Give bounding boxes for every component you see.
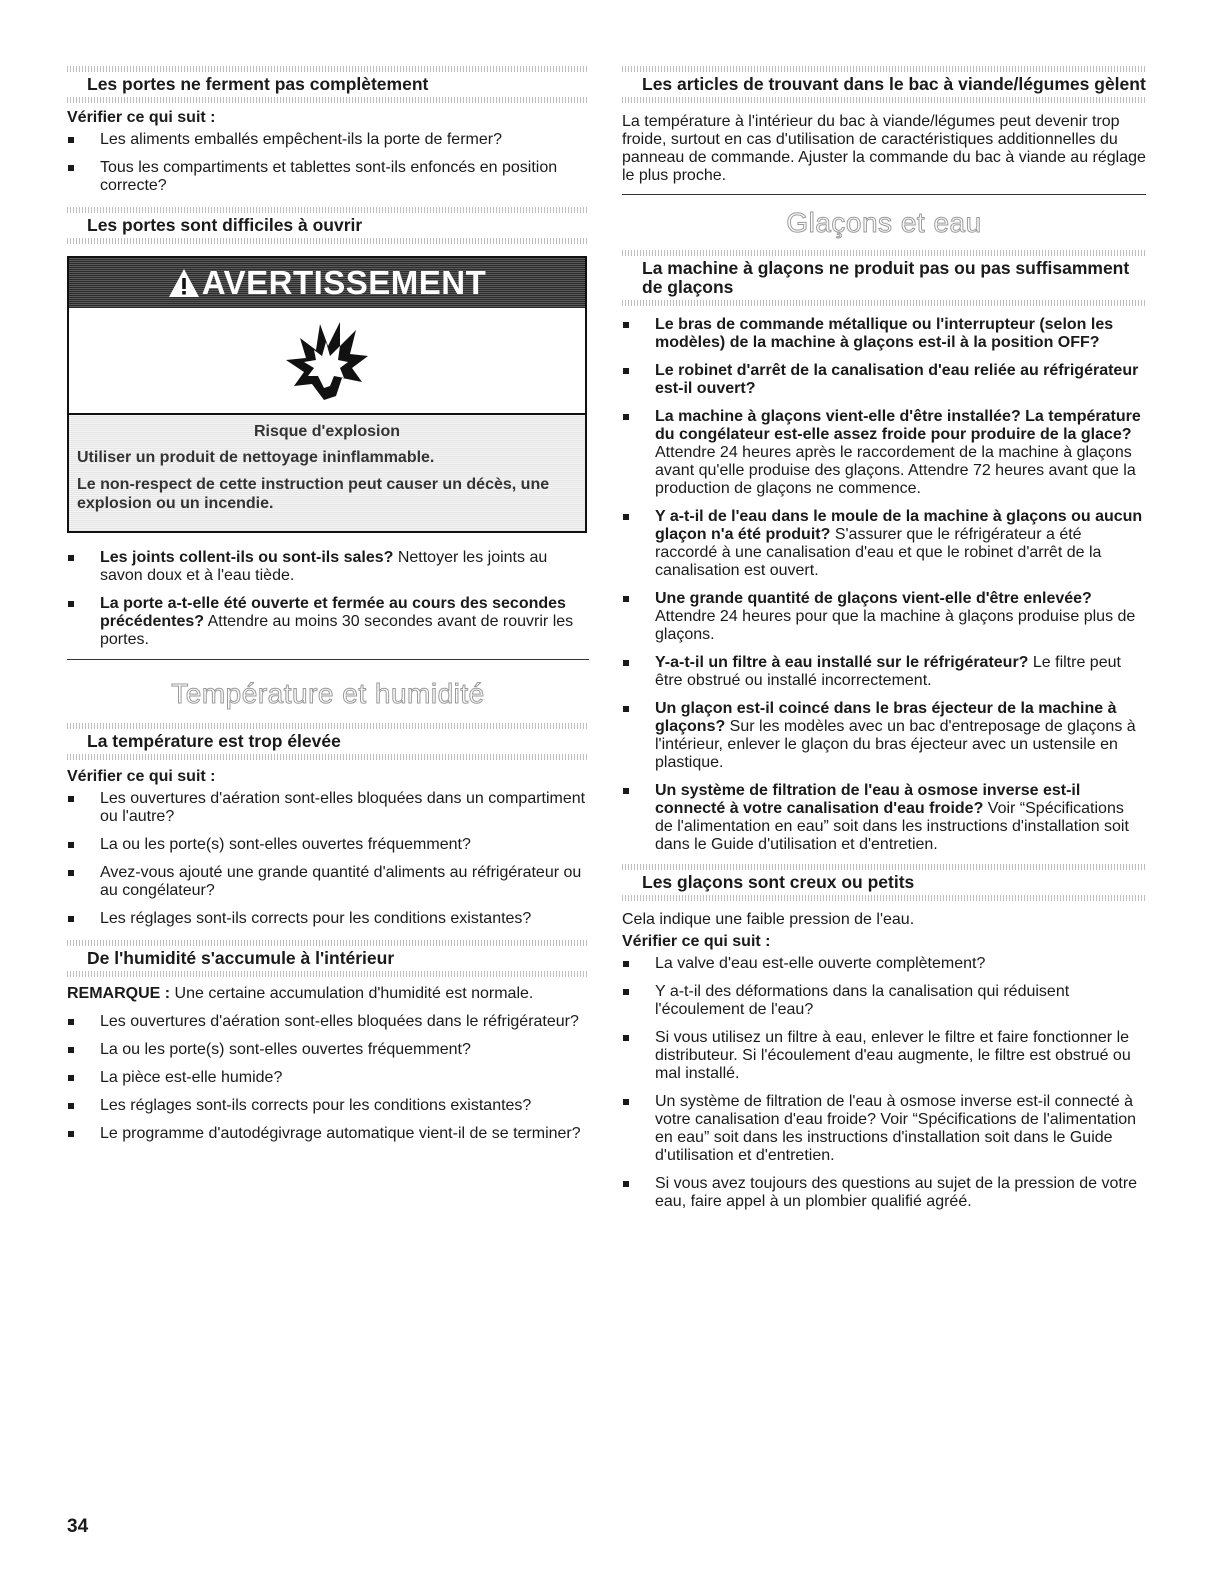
page-number: 34 xyxy=(67,1516,89,1537)
bullet-list xyxy=(67,790,589,928)
divider xyxy=(67,940,589,946)
item-bold: Le bras de commande métallique ou l'interrupteur (selon les modèles) de la machine à glaçons est-il à la position OFF? xyxy=(655,316,1114,351)
item-bold: La machine à glaçons vient-elle d'être installée? La température du congélateur est-elle assez froide pour produire de la glace? xyxy=(655,408,1141,443)
warning-label: AVERTISSEMENT xyxy=(201,264,487,301)
list-item xyxy=(622,508,1146,580)
list-item: La ou les porte(s) sont-elles ouvertes fréquemment? xyxy=(67,836,589,854)
item-text: Voir “Spécifications de l'alimentation en eau” soit dans les instructions d'installation soit dans le Guide d'utilisation et d'entretien. xyxy=(655,800,1129,853)
list-item: Le programme d'autodégivrage automatique vient-il de se terminer? xyxy=(67,1125,589,1143)
list-item xyxy=(67,595,589,649)
item-bold: Un système de filtration de l'eau à osmose inverse est-il connecté à votre canalisation d'eau froide? xyxy=(655,782,1081,817)
warning-box xyxy=(67,256,587,533)
warning-header xyxy=(69,258,585,308)
section-heading: Les portes sont difficiles à ouvrir xyxy=(87,215,363,235)
explosion-icon xyxy=(282,316,372,406)
item-text: Sur les modèles avec un bac d'entreposage de glaçons à l'intérieur, enlever le glaçon du bras éjecteur avec un ustensile en plastique. xyxy=(655,718,1136,771)
divider xyxy=(67,238,589,244)
warning-text: Utiliser un produit de nettoyage ininflammable. xyxy=(77,449,435,466)
warning-body xyxy=(69,415,585,531)
section-heading: Les portes ne ferment pas complètement xyxy=(87,74,429,94)
divider xyxy=(67,97,589,103)
list-item xyxy=(622,362,1146,398)
section-heading: Les articles de trouvant dans le bac à viande/légumes gèlent xyxy=(642,74,1146,94)
list-item xyxy=(622,316,1146,352)
item-bold: Le robinet d'arrêt de la canalisation d'eau reliée au réfrigérateur est-il ouvert? xyxy=(655,362,1139,397)
list-item: Les ouvertures d'aération sont-elles bloquées dans un compartiment ou l'autre? xyxy=(67,790,589,826)
divider xyxy=(622,194,1146,195)
item-text: Le filtre peut être obstrué ou installé incorrectement. xyxy=(655,654,1121,689)
item-bold: Une grande quantité de glaçons vient-elle d'être enlevée? xyxy=(655,590,1092,607)
left-column xyxy=(67,66,589,1153)
note-label: REMARQUE : xyxy=(67,985,171,1002)
list-item: Y a-t-il des déformations dans la canalisation qui réduisent l'écoulement de l'eau? xyxy=(622,983,1146,1019)
section-heading: De l'humidité s'accumule à l'intérieur xyxy=(87,948,395,968)
bullet-list xyxy=(67,131,589,195)
list-item: Si vous utilisez un filtre à eau, enlever le filtre et faire fonctionner le distributeur. Si l'écoulement d'eau augmente, le filtre est obstrué ou mal installé. xyxy=(622,1029,1146,1083)
item-bold: Y a-t-il de l'eau dans le moule de la machine à glaçons ou aucun glaçon n'a été produit? xyxy=(655,508,1143,543)
section-heading: La machine à glaçons ne produit pas ou pas suffisamment de glaçons xyxy=(642,258,1130,297)
item-bold: Y-a-t-il un filtre à eau installé sur le réfrigérateur? xyxy=(655,654,1029,671)
bullet-list xyxy=(622,955,1146,1211)
divider xyxy=(67,66,589,72)
divider xyxy=(622,864,1146,870)
warning-text: Le non-respect de cette instruction peut causer un décès, une explosion ou un incendie. xyxy=(77,476,550,512)
list-item xyxy=(622,408,1146,498)
note-text: Une certaine accumulation d'humidité est normale. xyxy=(170,985,534,1002)
list-item: Avez-vous ajouté une grande quantité d'aliments au réfrigérateur ou au congélateur? xyxy=(67,864,589,900)
list-item xyxy=(622,700,1146,772)
divider xyxy=(622,97,1146,103)
list-item: Les réglages sont-ils corrects pour les conditions existantes? xyxy=(67,1097,589,1115)
list-item: Les aliments emballés empêchent-ils la porte de fermer? xyxy=(67,131,589,149)
bullet-list xyxy=(622,316,1146,854)
section-title: Glaçons et eau xyxy=(786,207,982,238)
divider xyxy=(67,754,589,760)
section-heading: La température est trop élevée xyxy=(87,731,341,751)
divider xyxy=(622,250,1146,256)
subheading: Vérifier ce qui suit : xyxy=(67,109,216,126)
list-item xyxy=(622,782,1146,854)
list-item xyxy=(67,549,589,585)
bullet-list xyxy=(67,549,589,649)
section-title: Température et humidité xyxy=(171,678,485,709)
list-item: La valve d'eau est-elle ouverte complètement? xyxy=(622,955,1146,973)
warning-risk: Risque d'explosion xyxy=(253,423,401,440)
list-item: Les ouvertures d'aération sont-elles bloquées dans le réfrigérateur? xyxy=(67,1013,589,1031)
list-item xyxy=(622,654,1146,690)
list-item: Un système de filtration de l'eau à osmose inverse est-il connecté à votre canalisation d'eau froide? Voir “Spécifications de l'alimentation en eau” soit dans les instructions d'installation soit dans le Guide d'utilisation et d'entretien. xyxy=(622,1093,1146,1165)
divider xyxy=(67,207,589,213)
divider xyxy=(67,971,589,977)
list-item: Tous les compartiments et tablettes sont-ils enfoncés en position correcte? xyxy=(67,159,589,195)
section-heading: Les glaçons sont creux ou petits xyxy=(642,872,915,892)
item-text: Nettoyer les joints au savon doux et à l'eau tiède. xyxy=(100,549,548,584)
item-bold: Les joints collent-ils ou sont-ils sales? xyxy=(100,549,394,566)
bullet-list xyxy=(67,1013,589,1143)
list-item: Les réglages sont-ils corrects pour les conditions existantes? xyxy=(67,910,589,928)
list-item: La pièce est-elle humide? xyxy=(67,1069,589,1087)
subheading: Vérifier ce qui suit : xyxy=(622,933,771,950)
divider xyxy=(67,659,589,660)
list-item: La ou les porte(s) sont-elles ouvertes fréquemment? xyxy=(67,1041,589,1059)
list-item: Si vous avez toujours des questions au sujet de la pression de votre eau, faire appel à un plombier qualifié agréé. xyxy=(622,1175,1146,1211)
list-item xyxy=(622,590,1146,644)
item-bold: Un glaçon est-il coincé dans le bras éjecteur de la machine à glaçons? xyxy=(655,700,1117,735)
divider xyxy=(622,66,1146,72)
item-text: Attendre au moins 30 secondes avant de rouvrir les portes. xyxy=(100,613,574,648)
subheading: Vérifier ce qui suit : xyxy=(67,768,216,785)
paragraph: La température à l'intérieur du bac à viande/légumes peut devenir trop froide, surtout en cas d'utilisation de caractéristiques additionnelles du panneau de commande. Ajuster la commande du bac à viande au réglage le plus proche. xyxy=(622,113,1146,184)
item-bold: La porte a-t-elle été ouverte et fermée au cours des secondes précédentes? xyxy=(100,595,566,630)
explosion-icon-area xyxy=(69,308,585,415)
warning-triangle-icon xyxy=(168,268,200,298)
right-column xyxy=(622,66,1146,1221)
item-text: Attendre 24 heures pour que la machine à glaçons produise plus de glaçons. xyxy=(655,608,1136,643)
item-text: S'assurer que le réfrigérateur a été raccordé à une canalisation d'eau et que le robinet d'arrêt de la canalisation est ouvert. xyxy=(655,526,1102,579)
divider xyxy=(67,723,589,729)
note xyxy=(67,985,589,1003)
paragraph: Cela indique une faible pression de l'eau. xyxy=(622,911,915,928)
divider xyxy=(622,300,1146,306)
divider xyxy=(622,895,1146,901)
item-text: Attendre 24 heures après le raccordement de la machine à glaçons avant qu'elle produise des glaçons. Attendre 72 heures avant que la production de glaçons ne commence. xyxy=(655,444,1136,497)
